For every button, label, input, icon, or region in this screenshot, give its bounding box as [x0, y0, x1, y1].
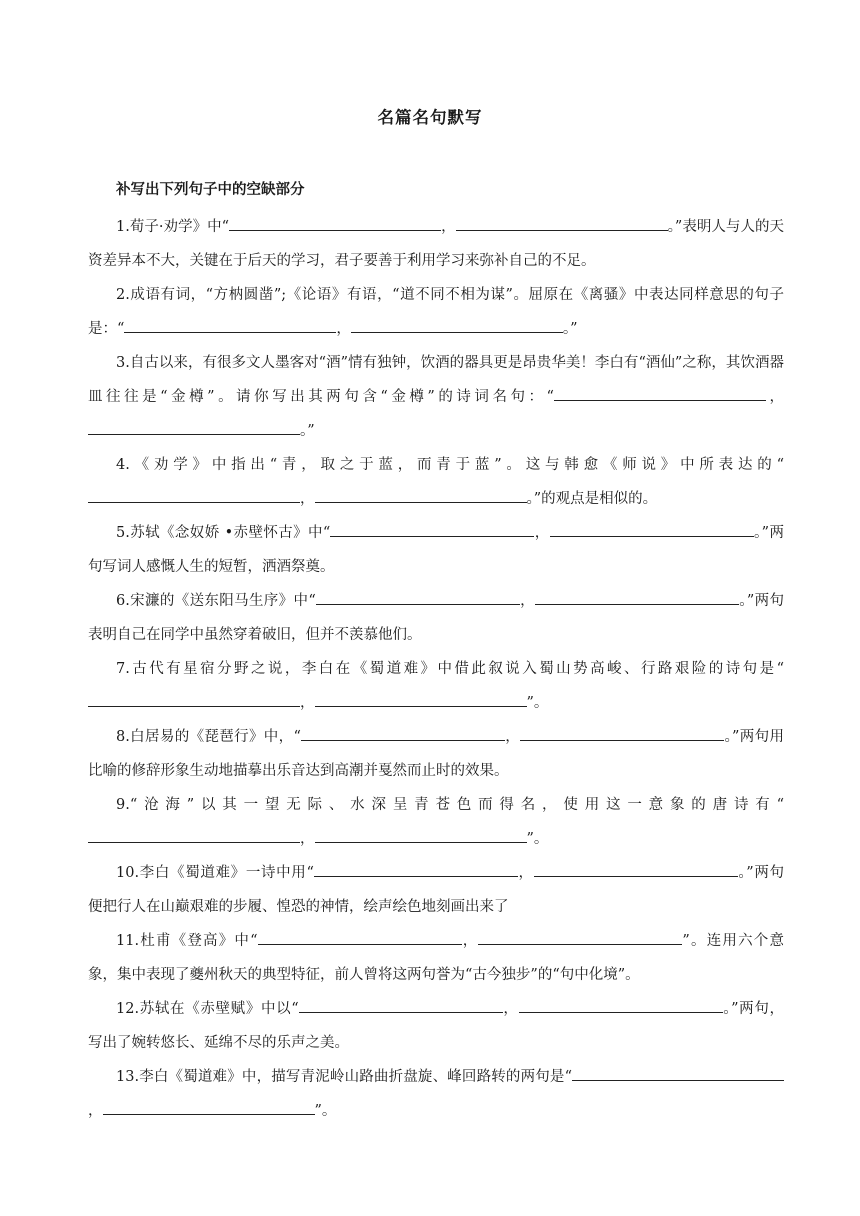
question-item	[88, 448, 784, 516]
question-item	[88, 516, 784, 584]
answer-blank[interactable]	[315, 488, 527, 503]
answer-blank[interactable]	[330, 522, 534, 537]
question-text: ，	[300, 831, 315, 847]
question-text: 3.自古以来，有很多文人墨客对“酒”情有独钟，饮酒的器具更是昂贵华美！李白有“酒仙”之称，其饮酒器皿往往是“金樽”。请你写出其两句含“金樽”的诗词名句：“	[88, 355, 784, 405]
question-text: 。”的观点是相似的。	[526, 491, 658, 507]
question-text: 。”两句，写出了婉转悠长、延绵不尽的乐声之美。	[88, 1001, 784, 1051]
question-text: 。”两句用比喻的修辞形象生动地描摹出乐音达到高潮并戛然而止时的效果。	[88, 729, 785, 779]
answer-blank[interactable]	[88, 488, 300, 503]
answer-blank[interactable]	[316, 590, 520, 605]
answer-blank[interactable]	[258, 930, 462, 945]
question-text: ”。	[526, 831, 549, 847]
answer-blank[interactable]	[124, 318, 336, 333]
answer-blank[interactable]	[315, 828, 527, 843]
answer-blank[interactable]	[88, 420, 300, 435]
question-item	[88, 346, 784, 448]
question-item	[88, 652, 784, 720]
question-text: 13.李白《蜀道难》中，描写青泥岭山路曲折盘旋、峰回路转的两句是“	[116, 1069, 572, 1085]
question-text: ，	[461, 933, 479, 949]
answer-blank[interactable]	[478, 930, 682, 945]
question-text: ，	[300, 695, 315, 711]
section-heading: 补写出下列句子中的空缺部分	[116, 182, 305, 198]
question-text: ，	[765, 389, 785, 405]
answer-blank[interactable]	[572, 1066, 784, 1081]
question-text: 4.《劝学》中指出“青，取之于蓝，而青于蓝”。这与韩愈《师说》中所表达的“	[116, 457, 784, 473]
answer-blank[interactable]	[351, 318, 563, 333]
answer-blank[interactable]	[534, 862, 738, 877]
question-text: ，	[519, 593, 535, 609]
question-text: 。”两句便把行人在山巅艰难的步履、惶恐的神情，绘声绘色地刻画出来了	[88, 865, 784, 915]
question-text: 。”表明人与人的天资差异本不大，关键在于后天的学习，君子要善于利用学习来弥补自己的不足。	[88, 219, 785, 269]
answer-blank[interactable]	[520, 726, 724, 741]
question-text: ，	[300, 491, 315, 507]
question-item	[88, 1060, 784, 1128]
answer-blank[interactable]	[301, 726, 505, 741]
question-text: ，	[517, 865, 534, 881]
answer-blank[interactable]	[88, 828, 300, 843]
question-text: ，	[502, 1001, 519, 1017]
question-text: ，	[534, 525, 550, 541]
answer-blank[interactable]	[88, 692, 300, 707]
question-text: 。”	[562, 321, 578, 337]
question-text: 5.苏轼《念奴娇 •赤壁怀古》中“	[116, 525, 331, 541]
question-text: ，	[441, 219, 456, 235]
question-text: ”。连用六个意象，集中表现了夔州秋天的典型特征，前人曾将这两句誉为“古今独步”的“句中化境”。	[88, 933, 784, 983]
question-list	[88, 210, 784, 1128]
answer-blank[interactable]	[103, 1100, 315, 1115]
question-item	[88, 278, 784, 346]
question-item	[88, 210, 784, 278]
answer-blank[interactable]	[229, 216, 441, 231]
question-text: 10.李白《蜀道难》一诗中用“	[116, 865, 314, 881]
question-text: ，	[88, 1103, 103, 1119]
question-text: 1.荀子·劝学》中“	[116, 219, 230, 235]
question-text: 7.古代有星宿分野之说，李白在《蜀道难》中借此叙说入蜀山势高峻、行路艰险的诗句是“	[116, 661, 784, 677]
question-item	[88, 788, 784, 856]
answer-blank[interactable]	[315, 692, 527, 707]
answer-blank[interactable]	[535, 590, 739, 605]
question-text: ”。	[526, 695, 549, 711]
question-text: 8.白居易的《琵琶行》中，“	[116, 729, 301, 745]
question-text: 。”	[300, 423, 315, 439]
answer-blank[interactable]	[554, 386, 766, 401]
question-text: 。”两句表明自己在同学中虽然穿着破旧，但并不羡慕他们。	[88, 593, 785, 643]
question-text: 2.成语有词，“方枘圆凿”;《论语》有语，“道不同不相为谋”。屈原在《离骚》中表达同样意思的句子是：“	[88, 287, 784, 337]
question-item	[88, 924, 784, 992]
question-text: 11.杜甫《登高》中“	[116, 933, 258, 949]
question-text: ，	[336, 321, 351, 337]
question-text: 6.宋濂的《送东阳马生序》中“	[116, 593, 316, 609]
answer-blank[interactable]	[519, 998, 723, 1013]
question-item	[88, 720, 784, 788]
question-text: ，	[504, 729, 521, 745]
question-text: 9.“沧海”以其一望无际、水深呈青苍色而得名，使用这一意象的唐诗有“	[116, 797, 784, 813]
question-text: ”。	[314, 1103, 337, 1119]
page-title: 名篇名句默写	[377, 108, 483, 127]
answer-blank[interactable]	[299, 998, 503, 1013]
answer-blank[interactable]	[314, 862, 518, 877]
question-text: 。”两句写词人感慨人生的短暂，洒酒祭奠。	[88, 525, 784, 575]
answer-blank[interactable]	[550, 522, 754, 537]
answer-blank[interactable]	[456, 216, 668, 231]
question-text: 12.苏轼在《赤壁赋》中以“	[116, 1001, 299, 1017]
question-item	[88, 584, 784, 652]
question-item	[88, 992, 784, 1060]
question-item	[88, 856, 784, 924]
